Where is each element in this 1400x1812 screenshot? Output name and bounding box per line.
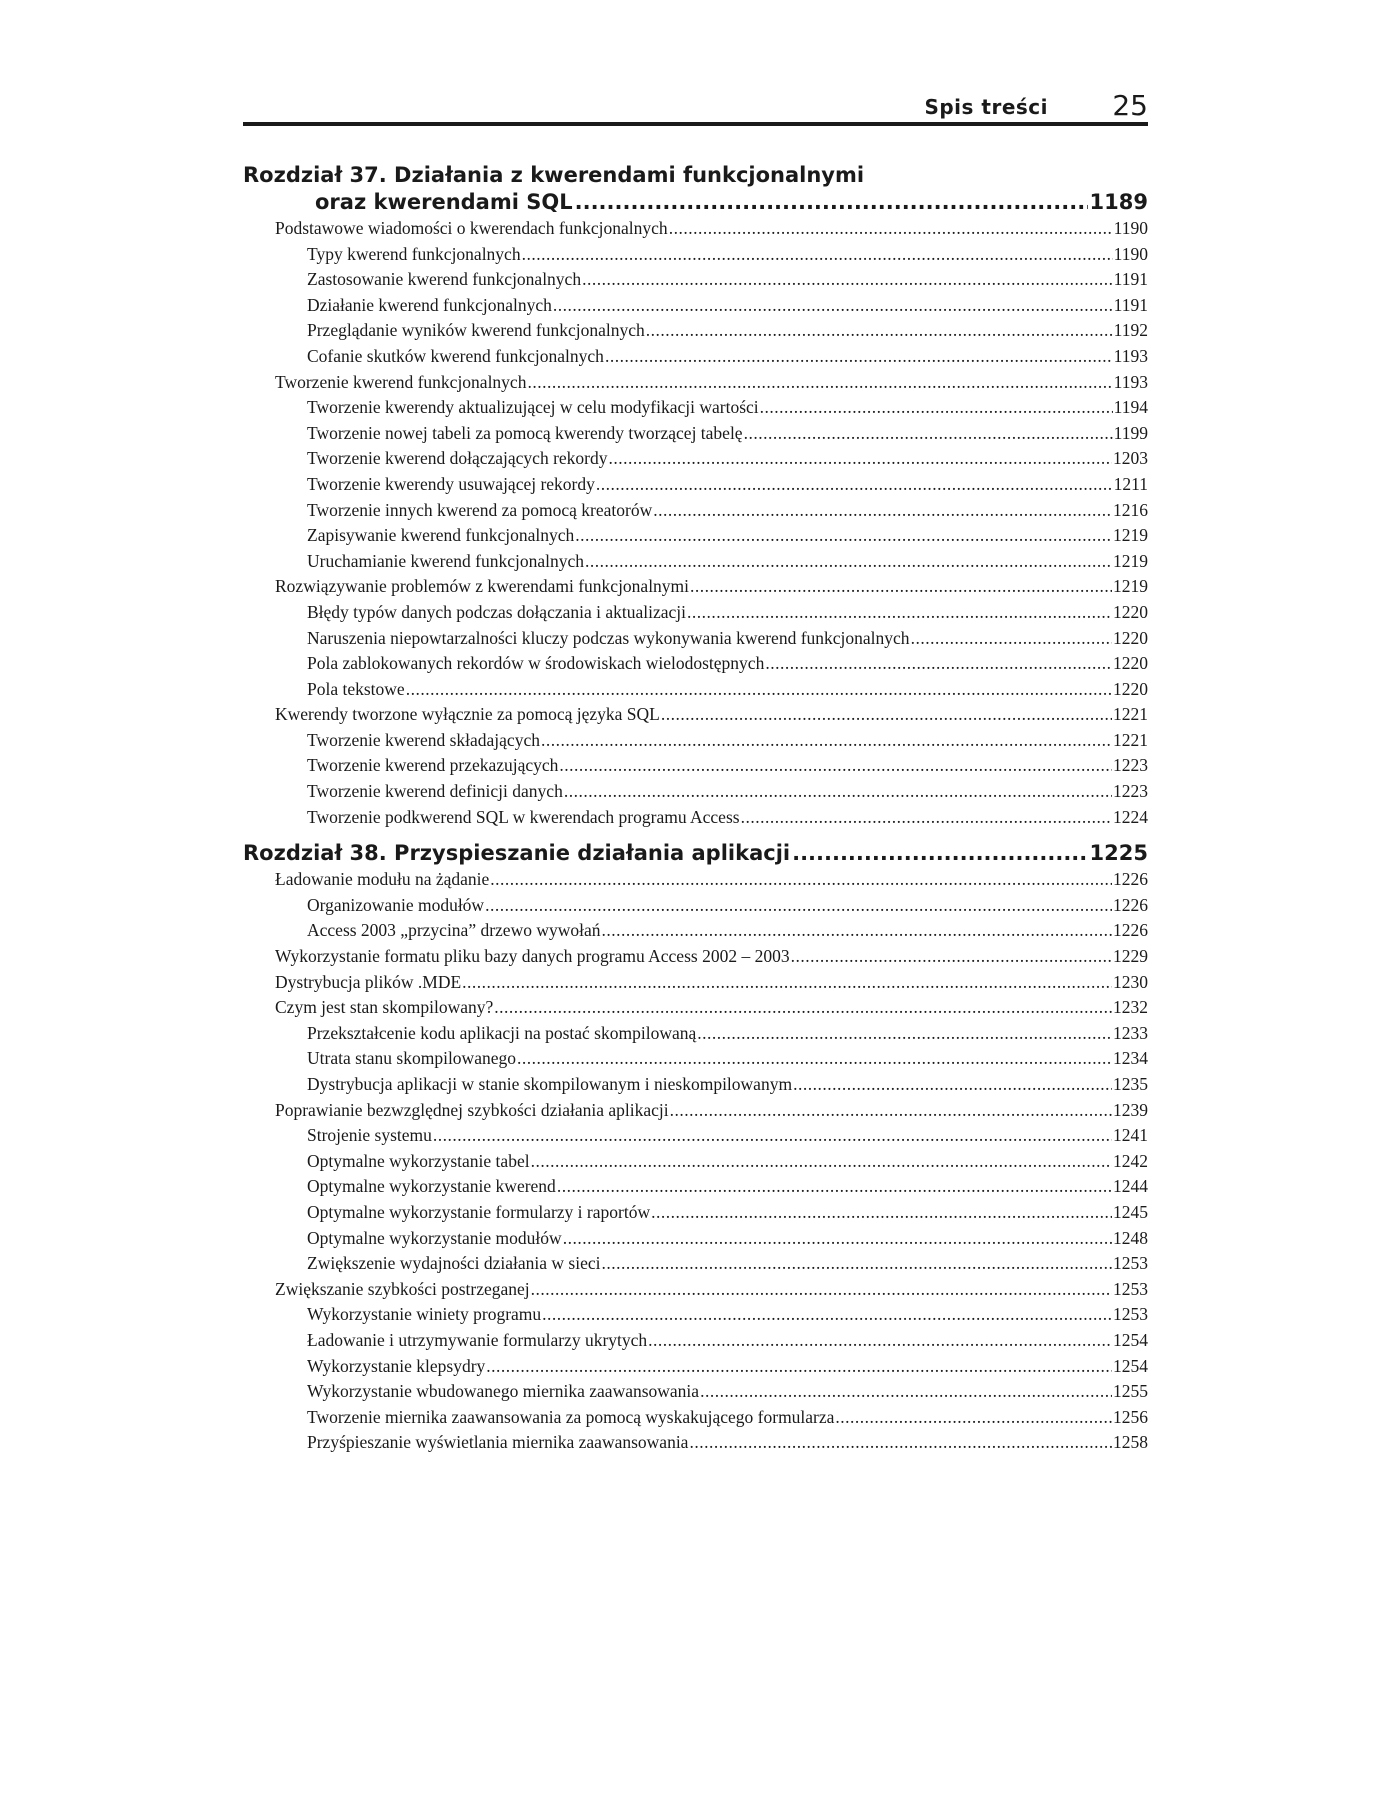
entry-page-number: 1192 (1113, 320, 1148, 341)
dot-leader (559, 753, 1112, 779)
table-of-contents (243, 162, 1148, 1456)
dot-leader (687, 600, 1112, 626)
entry-title: Ładowanie modułu na żądanie (275, 869, 490, 890)
entry-title: Przyśpieszanie wyświetlania miernika zaawansowania (307, 1432, 689, 1453)
dot-leader (602, 1251, 1112, 1277)
entry-title: Błędy typów danych podczas dołączania i aktualizacji (307, 601, 687, 622)
entry-title: Utrata stanu skompilowanego (307, 1048, 516, 1069)
entry-title: Tworzenie kwerend składających (307, 729, 540, 750)
chapter-page-number: 1189 (1089, 190, 1148, 214)
entry-page-number: 1253 (1113, 1304, 1148, 1325)
entry-title: Tworzenie innych kwerend za pomocą kreatorów (307, 499, 653, 520)
chapter-page-number: 1225 (1089, 841, 1148, 866)
dot-leader (791, 944, 1112, 970)
toc-subsection-entry[interactable] (243, 651, 1148, 677)
toc-subsection-entry[interactable] (243, 1430, 1148, 1456)
toc-subsection-entry[interactable] (243, 805, 1148, 831)
dot-leader (575, 189, 1088, 216)
entry-title: Uruchamianie kwerend funkcjonalnych (307, 550, 584, 571)
toc-subsection-entry[interactable] (243, 1328, 1148, 1354)
dot-leader (541, 728, 1112, 754)
entry-title: Dystrybucja aplikacji w stanie skompilowanym i nieskompilowanym (307, 1074, 793, 1094)
toc-subsection-entry[interactable] (243, 242, 1148, 268)
entry-title: Działanie kwerend funkcjonalnych (307, 294, 552, 315)
entry-page-number: 1220 (1113, 653, 1148, 674)
dot-leader (689, 1430, 1112, 1456)
entry-title: Przeglądanie wyników kwerend funkcjonalnych (307, 320, 645, 341)
dot-leader (744, 421, 1113, 447)
dot-leader (670, 1098, 1112, 1124)
chapter-title-text: oraz kwerendami SQL (315, 190, 573, 214)
entry-title: Poprawianie bezwzględnej szybkości działania aplikacji (275, 1099, 669, 1120)
header-title: Spis treści (924, 95, 1048, 119)
entry-title: Tworzenie kwerend funkcjonalnych (275, 371, 527, 392)
toc-subsection-entry[interactable] (243, 918, 1148, 944)
toc-subsection-entry[interactable] (243, 344, 1148, 370)
entry-page-number: 1211 (1113, 473, 1148, 494)
entry-page-number: 1254 (1113, 1329, 1148, 1350)
entry-title: Pola tekstowe (307, 678, 405, 699)
entry-title: Naruszenia niepowtarzalności kluczy podczas wykonywania kwerend funkcjonalnych (307, 627, 910, 648)
toc-subsection-entry[interactable] (243, 626, 1148, 652)
entry-page-number: 1258 (1113, 1432, 1148, 1453)
entry-page-number: 1219 (1113, 525, 1148, 546)
toc-subsection-entry[interactable] (243, 1354, 1148, 1380)
dot-leader (651, 1200, 1112, 1226)
entry-page-number: 1224 (1113, 806, 1148, 827)
dot-leader (557, 1174, 1112, 1200)
dot-leader (669, 216, 1113, 242)
toc-subsection-entry[interactable] (243, 1021, 1148, 1047)
entry-title: Dystrybucja plików .MDE (275, 971, 462, 992)
entry-page-number: 1216 (1113, 499, 1148, 520)
entry-title: Cofanie skutków kwerend funkcjonalnych (307, 345, 604, 366)
entry-page-number: 1226 (1113, 869, 1148, 890)
entry-title: Czym jest stan skompilowany? (275, 997, 494, 1018)
header-page-number: 25 (1112, 89, 1148, 122)
entry-page-number: 1199 (1113, 422, 1148, 443)
toc-subsection-entry[interactable] (243, 1405, 1148, 1431)
toc-subsection-entry[interactable] (243, 318, 1148, 344)
dot-leader (575, 523, 1112, 549)
dot-leader (602, 918, 1113, 944)
toc-subsection-entry[interactable] (243, 1123, 1148, 1149)
toc-subsection-entry[interactable] (243, 267, 1148, 293)
entry-title: Tworzenie kwerendy aktualizującej w celu modyfikacji wartości (307, 397, 759, 418)
entry-page-number: 1219 (1113, 550, 1148, 571)
entry-title: Optymalne wykorzystanie tabel (307, 1150, 530, 1171)
entry-page-number: 1234 (1113, 1048, 1148, 1069)
entry-title: Wykorzystanie winiety programu (307, 1304, 542, 1325)
toc-section-entry[interactable] (243, 970, 1148, 996)
entry-title: Zwiększanie szybkości postrzeganej (275, 1278, 530, 1299)
toc-subsection-entry[interactable] (243, 1302, 1148, 1328)
dot-leader (609, 446, 1113, 472)
dot-leader (700, 1379, 1112, 1405)
toc-subsection-entry[interactable] (243, 1251, 1148, 1277)
toc-subsection-entry[interactable] (243, 600, 1148, 626)
toc-section-entry[interactable] (243, 1098, 1148, 1124)
dot-leader (517, 1046, 1112, 1072)
toc-subsection-entry[interactable] (243, 1200, 1148, 1226)
entry-page-number: 1220 (1113, 678, 1148, 699)
toc-subsection-entry[interactable] (243, 753, 1148, 779)
dot-leader (741, 805, 1112, 831)
toc-subsection-entry[interactable] (243, 1226, 1148, 1252)
toc-section-entry[interactable] (243, 1277, 1148, 1303)
dot-leader (542, 1302, 1112, 1328)
entry-page-number: 1230 (1113, 971, 1148, 992)
entry-page-number: 1203 (1113, 448, 1148, 469)
entry-title: Tworzenie kwerend definicji danych (307, 781, 563, 802)
entry-page-number: 1239 (1113, 1099, 1148, 1120)
entry-page-number: 1220 (1113, 627, 1148, 648)
entry-page-number: 1244 (1113, 1176, 1148, 1197)
entry-page-number: 1193 (1113, 371, 1148, 392)
toc-subsection-entry[interactable] (243, 523, 1148, 549)
toc-subsection-entry[interactable] (243, 293, 1148, 319)
entry-title: Wykorzystanie formatu pliku bazy danych programu Access 2002 – 2003 (275, 946, 790, 967)
dot-leader (793, 1072, 1112, 1098)
dot-leader (485, 893, 1112, 919)
dot-leader (531, 1277, 1112, 1303)
entry-page-number: 1229 (1113, 946, 1148, 967)
entry-title: Wykorzystanie klepsydry (307, 1355, 486, 1376)
toc-subsection-entry[interactable] (243, 893, 1148, 919)
toc-subsection-entry[interactable] (243, 1379, 1148, 1405)
toc-subsection-entry[interactable] (243, 1072, 1148, 1098)
dot-leader (653, 498, 1112, 524)
toc-subsection-entry[interactable] (243, 1046, 1148, 1072)
entry-page-number: 1233 (1113, 1022, 1148, 1043)
dot-leader (792, 840, 1087, 867)
chapter-heading (243, 162, 1148, 216)
entry-page-number: 1223 (1113, 755, 1148, 776)
entry-page-number: 1194 (1113, 397, 1148, 418)
chapter-title-text: Rozdział 38. Przyspieszanie działania aplikacji (243, 841, 791, 866)
entry-title: Optymalne wykorzystanie kwerend (307, 1176, 556, 1197)
dot-leader (605, 344, 1113, 370)
toc-subsection-entry[interactable] (243, 779, 1148, 805)
entry-title: Tworzenie miernika zaawansowania za pomocą wyskakującego formularza (307, 1406, 835, 1427)
chapter-title-line: Rozdział 37. Działania z kwerendami funkcjonalnymi (243, 163, 865, 187)
entry-title: Tworzenie kwerendy usuwającej rekordy (307, 473, 595, 494)
dot-leader (531, 1149, 1112, 1175)
entry-title: Tworzenie kwerend dołączających rekordy (307, 448, 608, 469)
entry-title: Rozwiązywanie problemów z kwerendami funkcjonalnymi (275, 576, 690, 597)
toc-section-entry[interactable] (243, 574, 1148, 600)
entry-title: Podstawowe wiadomości o kwerendach funkcjonalnych (275, 218, 668, 238)
dot-leader (911, 626, 1112, 652)
entry-title: Zwiększenie wydajności działania w sieci (307, 1253, 601, 1274)
entry-page-number: 1190 (1113, 243, 1148, 264)
entry-page-number: 1245 (1113, 1201, 1148, 1222)
entry-title: Strojenie systemu (307, 1125, 432, 1146)
entry-page-number: 1253 (1113, 1278, 1148, 1299)
toc-subsection-entry[interactable] (243, 421, 1148, 447)
dot-leader (760, 395, 1113, 421)
toc-subsection-entry[interactable] (243, 472, 1148, 498)
entry-page-number: 1191 (1113, 269, 1148, 290)
entry-title: Kwerendy tworzone wyłącznie za pomocą języka SQL (275, 704, 660, 725)
entry-page-number: 1190 (1113, 218, 1148, 238)
dot-leader (585, 549, 1112, 575)
dot-leader (462, 970, 1112, 996)
dot-leader (690, 574, 1112, 600)
dot-leader (646, 318, 1113, 344)
entry-page-number: 1253 (1113, 1253, 1148, 1274)
entry-page-number: 1191 (1113, 294, 1148, 315)
toc-section-entry[interactable] (243, 702, 1148, 728)
dot-leader (563, 1226, 1112, 1252)
chapter-title-row[interactable] (243, 189, 1148, 216)
dot-leader (486, 1354, 1112, 1380)
entry-page-number: 1255 (1113, 1381, 1148, 1402)
entry-title: Typy kwerend funkcjonalnych (307, 243, 521, 264)
toc-section-entry[interactable] (243, 995, 1148, 1021)
dot-leader (494, 995, 1112, 1021)
dot-leader (582, 267, 1113, 293)
entry-page-number: 1248 (1113, 1227, 1148, 1248)
entry-title: Tworzenie podkwerend SQL w kwerendach programu Access (307, 806, 740, 827)
toc-section-entry[interactable] (243, 944, 1148, 970)
entry-title: Zapisywanie kwerend funkcjonalnych (307, 525, 575, 546)
running-header (243, 82, 1148, 126)
entry-page-number: 1226 (1113, 894, 1148, 915)
toc-subsection-entry[interactable] (243, 446, 1148, 472)
dot-leader (490, 867, 1112, 893)
toc-subsection-entry[interactable] (243, 395, 1148, 421)
toc-subsection-entry[interactable] (243, 728, 1148, 754)
toc-subsection-entry[interactable] (243, 498, 1148, 524)
dot-leader (765, 651, 1112, 677)
entry-page-number: 1226 (1113, 920, 1148, 941)
dot-leader (522, 242, 1113, 268)
entry-title: Ładowanie i utrzymywanie formularzy ukrytych (307, 1329, 648, 1350)
entry-title: Przekształcenie kodu aplikacji na postać skompilowaną (307, 1022, 697, 1043)
dot-leader (406, 677, 1112, 703)
entry-title: Organizowanie modułów (307, 894, 485, 915)
entry-page-number: 1219 (1113, 576, 1148, 597)
dot-leader (527, 370, 1112, 396)
dot-leader (433, 1123, 1112, 1149)
entry-page-number: 1232 (1113, 997, 1148, 1018)
toc-section-entry[interactable] (243, 216, 1148, 242)
toc-section-entry[interactable] (243, 370, 1148, 396)
toc-subsection-entry[interactable] (243, 677, 1148, 703)
entry-page-number: 1220 (1113, 601, 1148, 622)
chapter-gap (243, 830, 1148, 840)
entry-title: Tworzenie kwerend przekazujących (307, 755, 559, 776)
dot-leader (835, 1405, 1112, 1431)
entry-title: Optymalne wykorzystanie modułów (307, 1227, 562, 1248)
entry-page-number: 1241 (1113, 1125, 1148, 1146)
entry-page-number: 1221 (1113, 704, 1148, 725)
entry-title: Optymalne wykorzystanie formularzy i raportów (307, 1201, 651, 1222)
toc-subsection-entry[interactable] (243, 1174, 1148, 1200)
dot-leader (564, 779, 1112, 805)
chapter-heading (243, 840, 1148, 867)
entry-title: Wykorzystanie wbudowanego miernika zaawansowania (307, 1381, 700, 1402)
chapter-title-row[interactable] (243, 840, 1148, 867)
entry-title: Access 2003 „przycina” drzewo wywołań (307, 920, 601, 941)
toc-subsection-entry[interactable] (243, 549, 1148, 575)
entry-page-number: 1221 (1113, 729, 1148, 750)
dot-leader (697, 1021, 1112, 1047)
entry-title: Pola zablokowanych rekordów w środowiskach wielodostępnych (307, 653, 765, 674)
entry-page-number: 1193 (1113, 345, 1148, 366)
dot-leader (648, 1328, 1112, 1354)
dot-leader (596, 472, 1113, 498)
toc-subsection-entry[interactable] (243, 1149, 1148, 1175)
entry-page-number: 1242 (1113, 1150, 1148, 1171)
entry-title: Zastosowanie kwerend funkcjonalnych (307, 269, 582, 290)
entry-page-number: 1254 (1113, 1355, 1148, 1376)
toc-section-entry[interactable] (243, 867, 1148, 893)
entry-page-number: 1223 (1113, 781, 1148, 802)
dot-leader (661, 702, 1112, 728)
dot-leader (553, 293, 1113, 319)
entry-page-number: 1256 (1113, 1406, 1148, 1427)
entry-page-number: 1235 (1113, 1074, 1148, 1094)
entry-title: Tworzenie nowej tabeli za pomocą kwerendy tworzącej tabelę (307, 422, 743, 443)
